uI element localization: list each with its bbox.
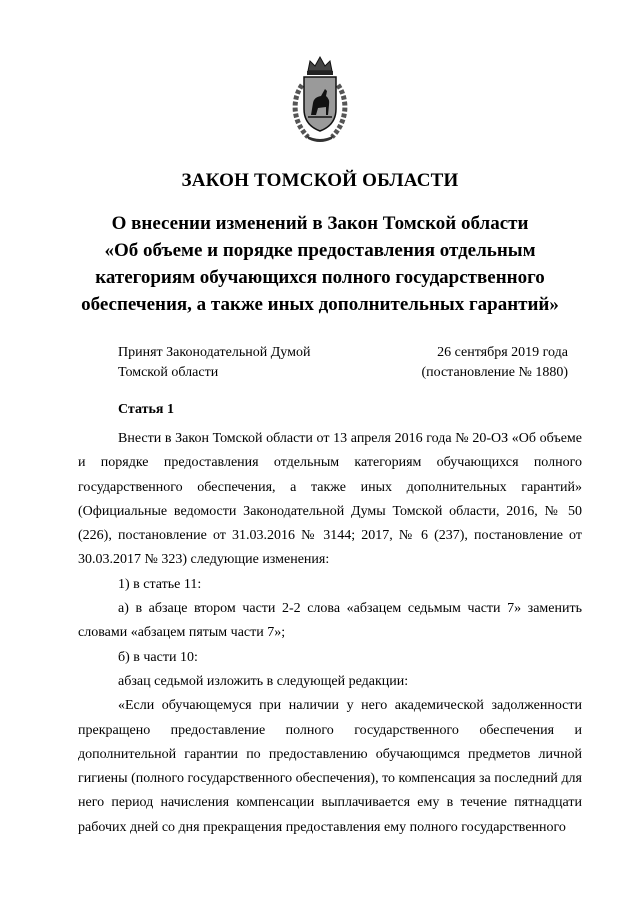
adopted-by-line: Принят Законодательной Думой (118, 345, 311, 360)
paragraph: Внести в Закон Томской области от 13 апреля 2016 года № 20-ОЗ «Об объеме и порядке предоставления отдельным категориям обучающихся полного государственного обеспечения, а также иных дополнительных гарантий» (Официальные ведомости Законодательной Думы Томской области, 2016, № 50 (226), постановление от 31.03.2016 № 3144; 2017, № 6 (237), постановление от 30.03.2017 № 323) следующие изменения: (78, 431, 582, 568)
law-title: ЗАКОН ТОМСКОЙ ОБЛАСТИ (181, 170, 459, 191)
paragraph: 1) в статье 11: (118, 576, 202, 592)
resolution-number: (постановление № 1880) (421, 365, 568, 380)
adopted-by-block (118, 343, 310, 383)
paragraph: б) в части 10: (118, 649, 198, 665)
subject-line: «Об объеме и порядке предоставления отдельным (104, 240, 536, 261)
adopted-by-line: Томской области (118, 365, 219, 380)
paragraph: «Если обучающемуся при наличии у него академической задолженности прекращено предоставление полного государственного обеспечения и дополнительной гарантии по предоставлению обучающимся предметов личной гигиены (полного государственного обеспечения), то компенсация за последний для него период начисления компенсации выплачивается ему в течение пятнадцати рабочих дней со дня прекращения предоставления ему полного государственного (78, 698, 582, 835)
subject-line: обеспечения, а также иных дополнительных гарантий» (81, 294, 559, 315)
law-subject (60, 210, 580, 318)
paragraph: абзац седьмой изложить в следующей редакции: (118, 673, 409, 689)
subject-line: категориям обучающихся полного государственного (95, 267, 545, 288)
coat-of-arms-emblem (288, 55, 352, 143)
adoption-date-block (421, 343, 568, 383)
article-body (78, 427, 582, 840)
adoption-date: 26 сентября 2019 года (437, 345, 568, 360)
paragraph: а) в абзаце втором части 2-2 слова «абзацем седьмым части 7» заменить словами «абзацем пятым части 7»; (78, 601, 582, 641)
subject-line: О внесении изменений в Закон Томской области (111, 213, 529, 234)
article-heading: Статья 1 (118, 402, 174, 417)
